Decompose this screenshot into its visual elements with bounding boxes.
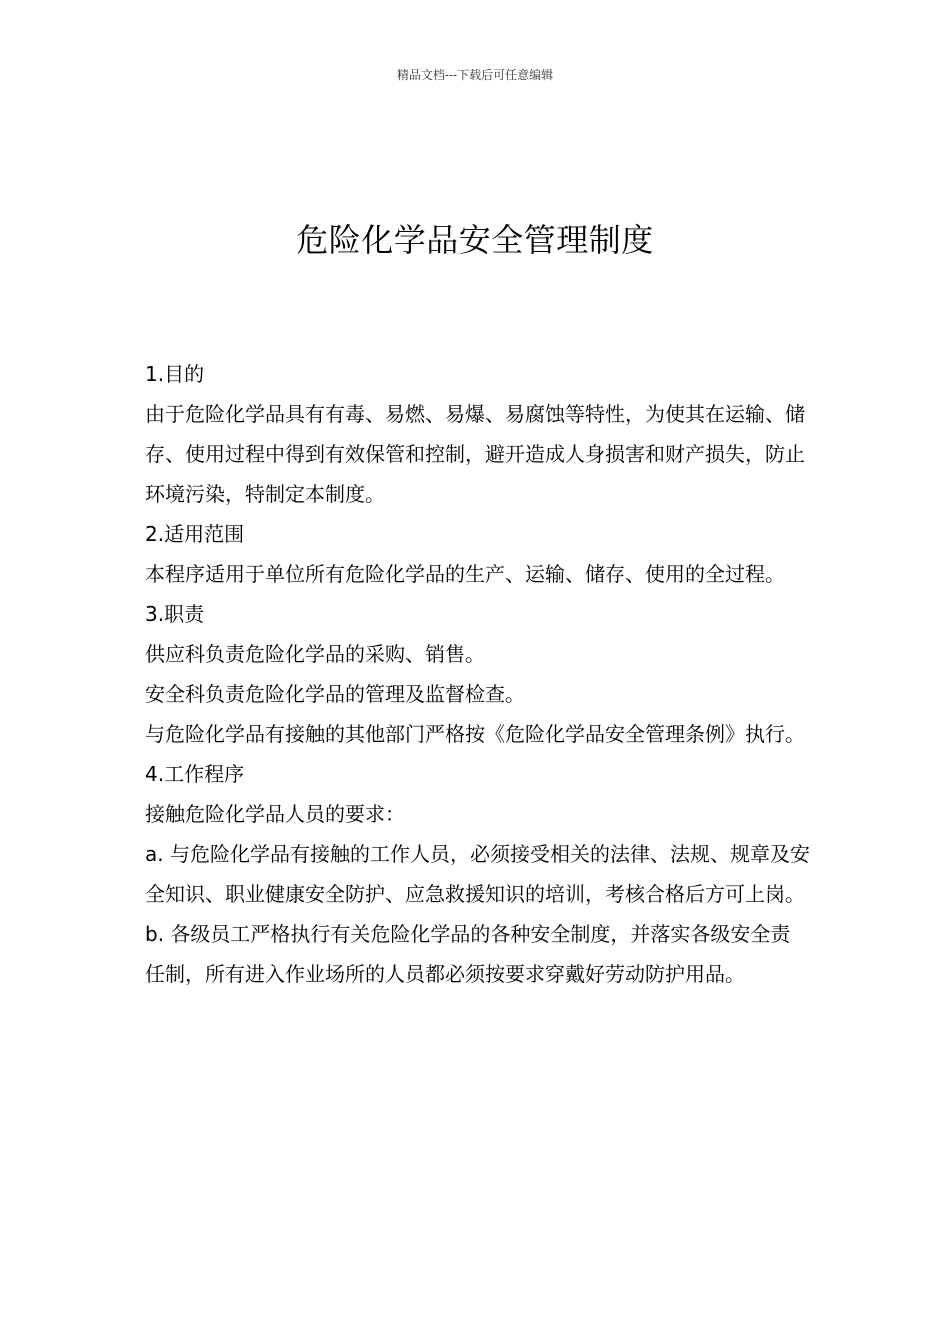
list-item-a: a. 与危险化学品有接触的工作人员，必须接受相关的法律、法规、规章及安全知识、职业健康安全防护、应急救援知识的培训，考核合格后方可上岗。 bbox=[145, 842, 810, 906]
paragraph-scope: 本程序适用于单位所有危险化学品的生产、运输、储存、使用的全过程。 bbox=[145, 562, 785, 586]
paragraph-supply-dept: 供应科负责危险化学品的采购、销售。 bbox=[145, 642, 485, 666]
paragraph-purpose: 由于危险化学品具有有毒、易燃、易爆、易腐蚀等特性，为使其在运输、储存、使用过程中得到有效保管和控制，避开造成人身损害和财产损失，防止环境污染，特制定本制度。 bbox=[145, 402, 805, 506]
paragraph-safety-dept: 安全科负责危险化学品的管理及监督检查。 bbox=[145, 682, 525, 706]
paragraph-other-depts: 与危险化学品有接触的其他部门严格按《危险化学品安全管理条例》执行。 bbox=[145, 722, 805, 746]
section-heading-purpose: 1.目的 bbox=[145, 362, 205, 386]
section-heading-responsibilities: 3.职责 bbox=[145, 602, 205, 626]
document-title: 危险化学品安全管理制度 bbox=[296, 221, 654, 259]
section-heading-scope: 2.适用范围 bbox=[145, 522, 245, 546]
paragraph-personnel-requirements: 接触危险化学品人员的要求： bbox=[145, 802, 405, 826]
list-item-b: b. 各级员工严格执行有关危险化学品的各种安全制度，并落实各级安全责任制，所有进入作业场所的人员都必须按要求穿戴好劳动防护用品。 bbox=[145, 922, 791, 986]
section-heading-procedure: 4.工作程序 bbox=[145, 762, 245, 786]
document-body bbox=[145, 354, 810, 994]
header-note: 精品文档---下载后可任意编辑 bbox=[396, 68, 554, 82]
